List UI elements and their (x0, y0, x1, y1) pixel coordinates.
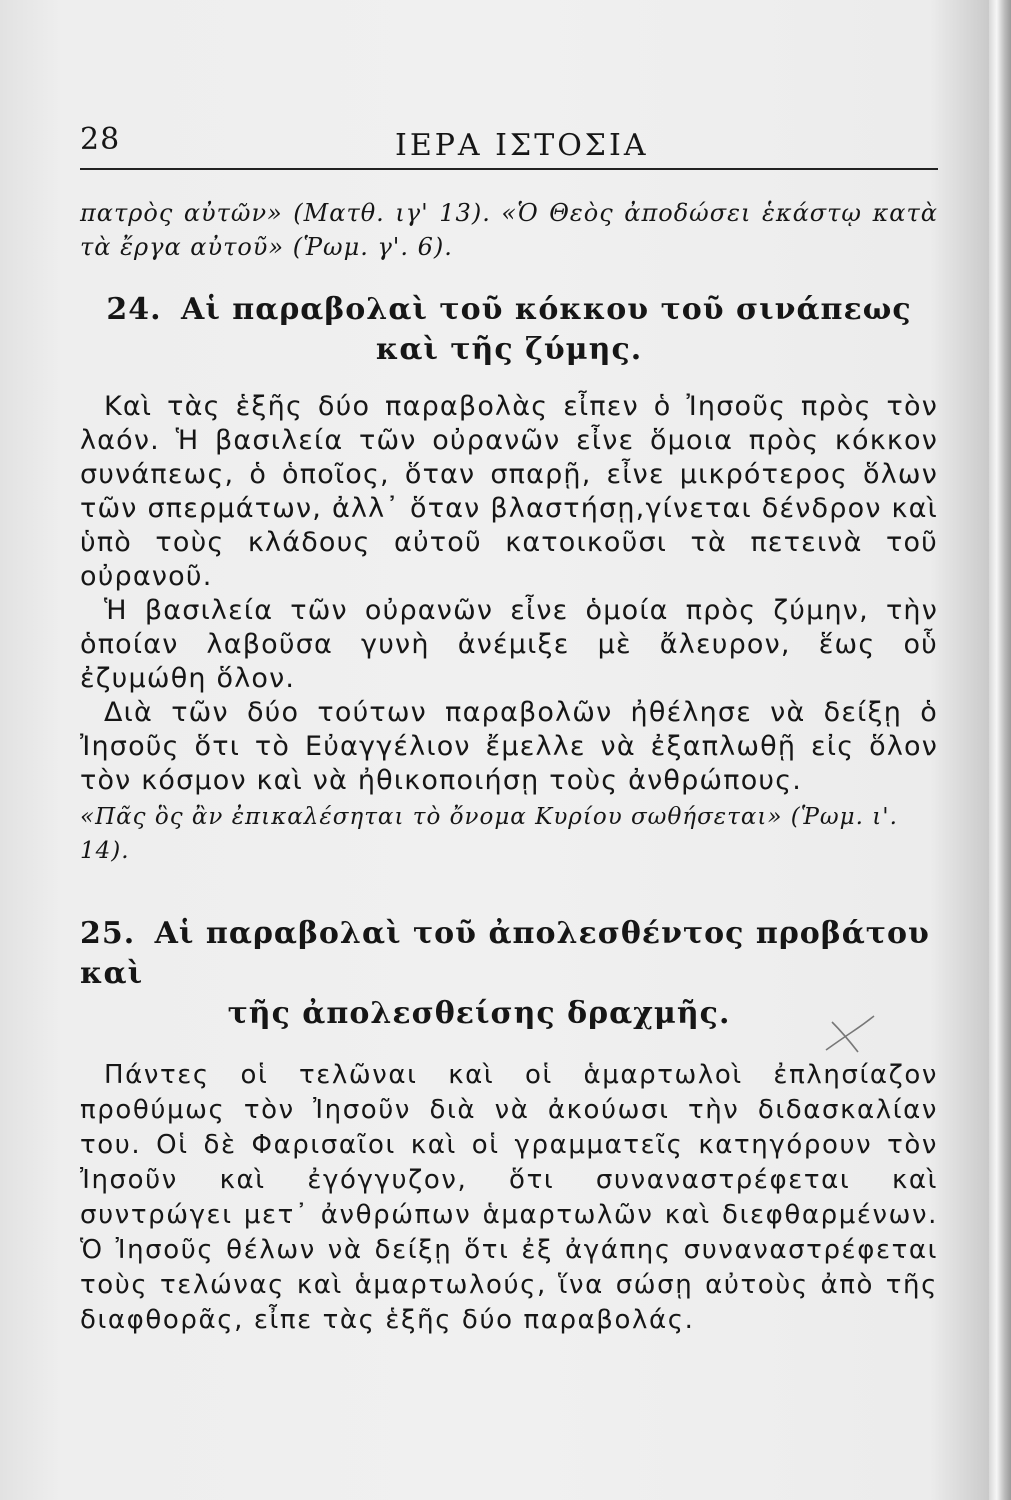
page-edge (989, 0, 1011, 1500)
section-24-paragraph: Διὰ τῶν δύο τούτων παραβολῶν ἠθέλησε νὰ δείξῃ ὁ Ἰησοῦς ὅτι τὸ Εὐαγγέλιον ἔμελλε νὰ ἐξαπλωθῇ εἰς ὅλον τὸν κόσμον καὶ νὰ ἠθικοποιήσῃ τοὺς ἀνθρώπους. (80, 697, 938, 796)
section-25-heading (80, 914, 938, 1034)
top-quote: πατρὸς αὐτῶν» (Ματθ. ιγ' 13). «Ὁ Θεὸς ἀποδώσει ἑκάστῳ κατὰ τὰ ἔργα αὐτοῦ» (Ῥωμ. γ'. 6). (80, 199, 938, 261)
section-24-number: 24. (106, 292, 162, 327)
running-title: ΙΕΡΑ ΙΣΤΟΣΙΑ (395, 128, 649, 163)
page-content (80, 196, 938, 1338)
header-rule (80, 168, 938, 170)
section-25-paragraph: Πάντες οἱ τελῶναι καὶ οἱ ἁμαρτωλοὶ ἐπλησίαζον προθύμως τὸν Ἰησοῦν διὰ νὰ ἀκούωσι τὴν διδασκαλίαν του. Οἱ δὲ Φαρισαῖοι καὶ οἱ γραμματεῖς κατηγόρουν τὸν Ἰησοῦν καὶ ἐγόγγυζον, ὅτι συναναστρέφεται καὶ συντρώγει μετ᾽ ἀνθρώπων ἁμαρτωλῶν καὶ διεφθαρμένων. Ὁ Ἰησοῦς θέλων νὰ δείξῃ ὅτι ἐξ ἀγάπης συναναστρέφεται τοὺς τελώνας καὶ ἁμαρτωλούς, ἵνα σώσῃ αὐτοὺς ἀπὸ τῆς διαφθορᾶς, εἶπε τὰς ἑξῆς δύο παραβολάς. (80, 1060, 938, 1335)
section-24-paragraph: Καὶ τὰς ἑξῆς δύο παραβολὰς εἶπεν ὁ Ἰησοῦς πρὸς τὸν λαόν. Ἡ βασιλεία τῶν οὐρανῶν εἶνε ὅμοια πρὸς κόκκον συνάπεως, ὁ ὁποῖος, ὅταν σπαρῇ, εἶνε μικρότερος ὅλων τῶν σπερμάτων, ἀλλ᾽ ὅταν βλαστήσῃ,γίνεται δένδρον καὶ ὑπὸ τοὺς κλάδους αὐτοῦ κατοικοῦσι τὰ πετεινὰ τοῦ οὐρανοῦ. (80, 391, 938, 592)
section-24-paragraph: Ἡ βασιλεία τῶν οὐρανῶν εἶνε ὁμοία πρὸς ζύμην, τὴν ὁποίαν λαβοῦσα γυνὴ ἀνέμιξε μὲ ἄλευρον, ἕως οὗ ἐζυμώθη ὅλον. (80, 595, 938, 694)
pencil-check-mark-icon (818, 1010, 878, 1060)
section-25-title-line1: Αἱ παραβολαὶ τοῦ ἀπολεσθέντος προβάτου καὶ (80, 916, 930, 991)
section-24-heading (80, 290, 938, 370)
section-24-title-line2: καὶ τῆς ζύμης. (375, 332, 643, 367)
section-24-quote: «Πᾶς ὃς ἂν ἐπικαλέσηται τὸ ὄνομα Κυρίου σωθήσεται» (Ῥωμ. ι'. 14). (80, 804, 898, 864)
section-25-title-line2: τῆς ἀπολεσθείσης δραχμῆς. (227, 996, 731, 1031)
page-header (80, 122, 938, 170)
page-number: 28 (80, 122, 121, 157)
section-24-title-line1: Αἱ παραβολαὶ τοῦ κόκκου τοῦ σινάπεως (181, 292, 912, 327)
section-25-number: 25. (80, 916, 136, 951)
